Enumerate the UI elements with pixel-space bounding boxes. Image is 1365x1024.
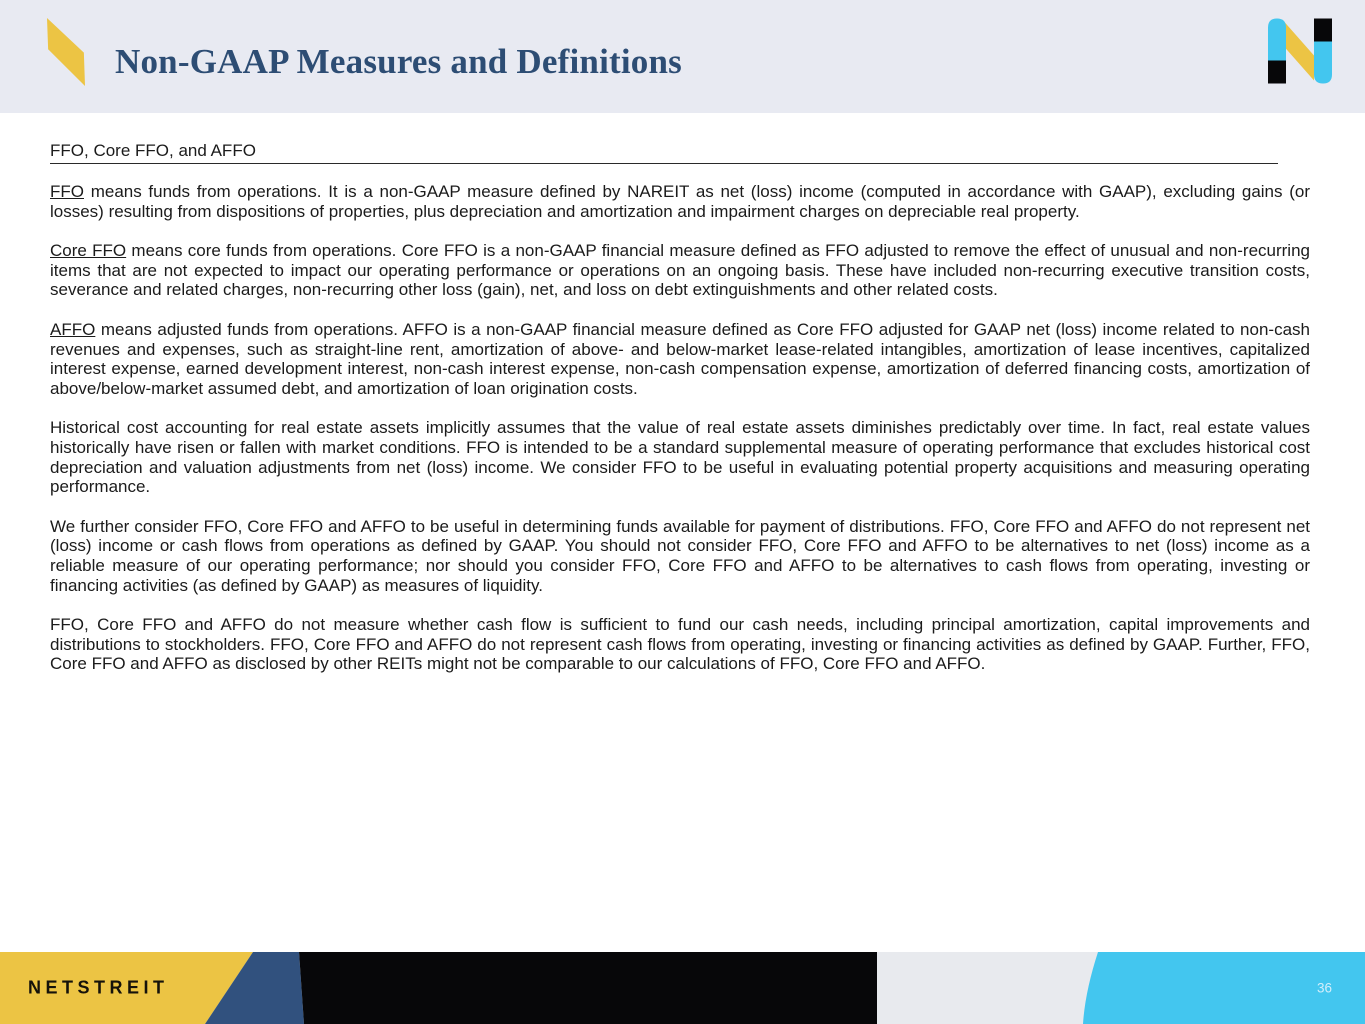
paragraph-further-consider [50,517,1310,595]
page-title: Non-GAAP Measures and Definitions [115,42,682,82]
slide-header [0,0,1365,113]
section-heading: FFO, Core FFO, and AFFO [50,141,1278,164]
paragraph-core-ffo [50,241,1310,300]
paragraph-cash-flow [50,615,1310,674]
core-ffo-term: Core FFO [50,241,127,261]
paragraph-text: means core funds from operations. Core FFO is a non-GAAP financial measure defined as FFO adjusted to remove the effect of unusual and non-recurring items that are not expected to impact our operating performance or operations on an ongoing basis. These have included non-recurring executive transition costs, severance and related charges, non-recurring other loss (gain), net, and loss on debt extinguishments and other related costs. [50,241,1310,300]
paragraph-text: means funds from operations. It is a non-GAAP measure defined by NAREIT as net (loss) income (computed in accordance with GAAP), excluding gains (or losses) resulting from dispositions of properties, plus depreciation and amortization and impairment charges on depreciable real property. [50,182,1310,221]
paragraph-text: means adjusted funds from operations. AFFO is a non-GAAP financial measure defined as Core FFO adjusted for GAAP net (loss) income related to non-cash revenues and expenses, such as straight-line rent, amortization of above- and below-market lease-related intangibles, amortization of lease incentives, capitalized interest expense, earned development interest, non-cash interest expense, non-cash compensation expense, amortization of deferred financing costs, amortization of above/below-market assumed debt, and amortization of loan origination costs. [50,319,1310,398]
paragraph-text: FFO, Core FFO and AFFO do not measure whether cash flow is sufficient to fund our cash needs, including principal amortization, capital improvements and distributions to stockholders. FFO, Core FFO and AFFO do not represent cash flows from operating, investing or financing activities as defined by GAAP. Further, FFO, Core FFO and AFFO as disclosed by other REITs might not be comparable to our calculations of FFO, Core FFO and AFFO. [50,615,1310,674]
definitions-section [50,113,1310,694]
paragraph-text: Historical cost accounting for real estate assets implicitly assumes that the value of real estate assets diminishes predictably over time. In fact, real estate values historically have risen or fallen with market conditions. FFO is intended to be a standard supplemental measure of operating performance that excludes historical cost depreciation and valuation adjustments from net (loss) income. We consider FFO to be useful in evaluating potential property acquisitions and measuring operating performance. [50,418,1310,497]
paragraph-historical-cost [50,418,1310,496]
netstreit-wordmark: NETSTREIT [28,977,169,998]
paragraph-ffo [50,182,1310,221]
paragraph-text: We further consider FFO, Core FFO and AFFO to be useful in determining funds available for payment of distributions. FFO, Core FFO and AFFO do not represent net (loss) income or cash flows from operations as defined by GAAP. You should not consider FFO, Core FFO and AFFO to be alternatives to net (loss) income as a reliable measure of our operating performance; nor should you consider FFO, Core FFO and AFFO to be alternatives to cash flows from operating, investing or financing activities (as defined by GAAP) as measures of liquidity. [50,516,1310,595]
footer-color-band [0,952,1365,1024]
ffo-term: FFO [50,182,84,201]
page-number: 36 [1316,980,1332,996]
netstreit-n-logo-icon [1268,18,1332,84]
affo-term: AFFO [50,319,96,339]
slide-footer [0,952,1365,1024]
yellow-parallelogram-accent [47,18,85,86]
paragraph-affo [50,320,1310,398]
